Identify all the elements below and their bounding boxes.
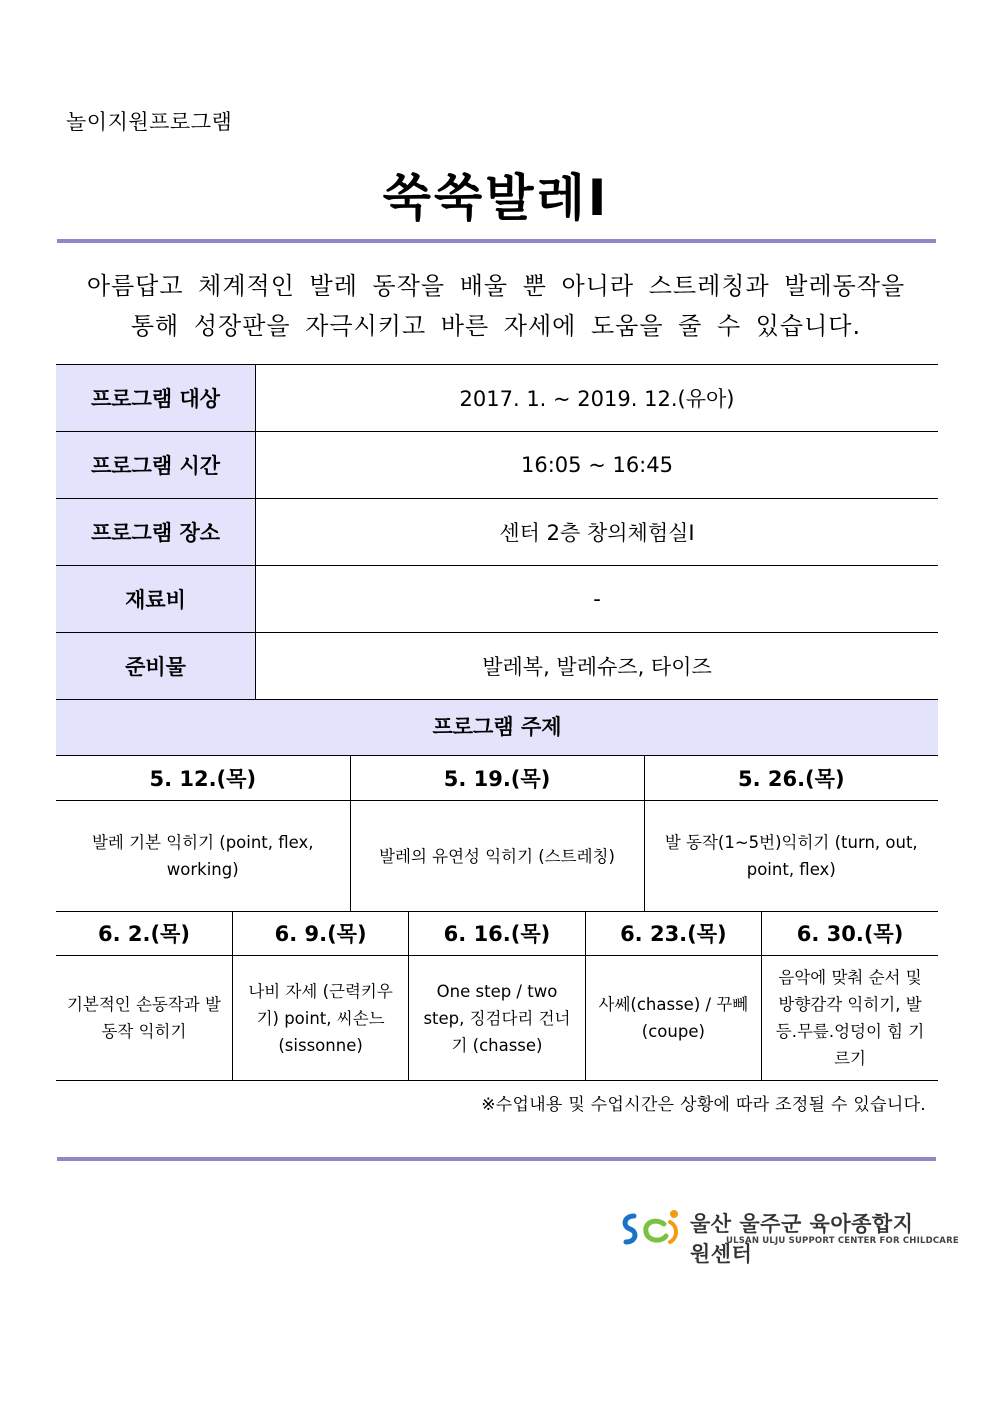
info-row-time (56, 432, 938, 499)
session-date: 5. 26.(목) (644, 756, 938, 801)
topics-grid-row-1 (56, 756, 938, 912)
schedule-note: ※수업내용 및 수업시간은 상황에 따라 조정될 수 있습니다. (481, 1095, 926, 1115)
title-divider (57, 239, 936, 243)
info-value: - (256, 566, 939, 633)
program-info-table (56, 364, 938, 700)
info-value: 16:05 ~ 16:45 (256, 432, 939, 499)
session-date: 6. 30.(목) (762, 911, 938, 956)
session-date: 6. 23.(목) (585, 911, 761, 956)
info-row-place (56, 499, 938, 566)
session-date: 5. 19.(목) (350, 756, 644, 801)
info-label: 재료비 (56, 566, 256, 633)
topics-grid-row-2 (56, 911, 938, 1081)
description-line-2: 통해 성장판을 자극시키고 바른 자세에 도움을 줄 수 있습니다. (130, 312, 862, 340)
info-row-material-fee (56, 566, 938, 633)
page-title: 쑥쑥발레Ⅰ (382, 169, 610, 227)
info-label: 프로그램 장소 (56, 499, 256, 566)
program-category: 놀이지원프로그램 (66, 110, 233, 134)
org-name: 울산 울주군 육아종합지원센터 (690, 1212, 914, 1266)
info-label: 프로그램 대상 (56, 365, 256, 432)
info-value: 센터 2층 창의체험실Ⅰ (256, 499, 939, 566)
session-date: 6. 9.(목) (232, 911, 408, 956)
session-date: 6. 2.(목) (56, 911, 232, 956)
topics-header: 프로그램 주제 (56, 700, 938, 756)
org-logo (620, 1206, 959, 1266)
info-label: 프로그램 시간 (56, 432, 256, 499)
footer-divider (57, 1157, 936, 1161)
info-value: 2017. 1. ~ 2019. 12.(유아) (256, 365, 939, 432)
session-activity: 발레 기본 익히기 (point, flex, working) (56, 801, 350, 912)
session-date: 6. 16.(목) (409, 911, 585, 956)
session-activity: 발 동작(1~5번)익히기 (turn, out, point, flex) (644, 801, 938, 912)
session-activity: 사쎄(chasse) / 꾸뻬(coupe) (585, 956, 761, 1081)
session-activity: 나비 자세 (근력키우기) point, 씨손느(sissonne) (232, 956, 408, 1081)
info-row-target (56, 365, 938, 432)
session-date: 5. 12.(목) (56, 756, 350, 801)
session-activity: 음악에 맞춰 순서 및 방향감각 익히기, 발등.무릎.엉덩이 힘 기르기 (762, 956, 938, 1081)
session-activity: One step / two step, 징검다리 건너기 (chasse) (409, 956, 585, 1081)
info-row-supplies (56, 633, 938, 700)
org-name-english: ULSAN ULJU SUPPORT CENTER FOR CHILDCARE (726, 1236, 959, 1246)
session-activity: 기본적인 손동작과 발 동작 익히기 (56, 956, 232, 1081)
info-value: 발레복, 발레슈즈, 타이즈 (256, 633, 939, 700)
org-logo-icon (620, 1206, 684, 1252)
description-line-1: 아름답고 체계적인 발레 동작을 배울 뿐 아니라 스트레칭과 발레동작을 (86, 272, 906, 300)
session-activity: 발레의 유연성 익히기 (스트레칭) (350, 801, 644, 912)
info-label: 준비물 (56, 633, 256, 700)
